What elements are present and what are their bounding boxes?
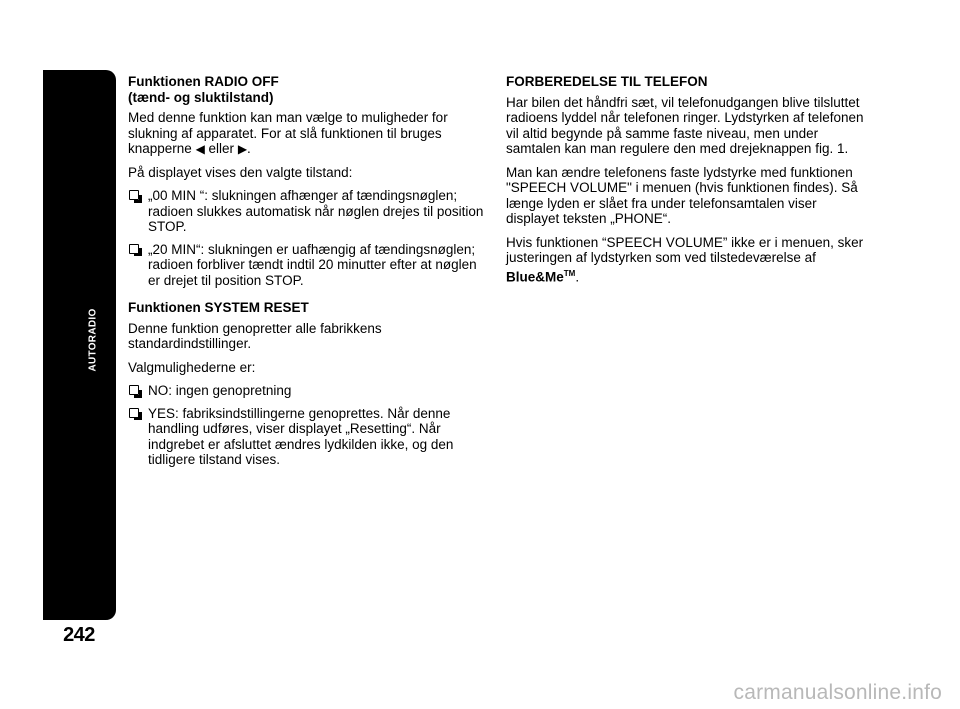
list-item: NO: ingen genopretning bbox=[128, 383, 484, 399]
paragraph: Man kan ændre telefonens faste lydstyrke med funktionen "SPEECH VOLUME" i menuen (hvis funktionen findes). Så længe lyden er slået fra under telefonsamtalen viser displayet teksten „PHONE“. bbox=[506, 164, 858, 226]
trademark: TM bbox=[563, 268, 576, 278]
telefon-heading: FORBEREDELSE TIL TELEFON bbox=[506, 74, 708, 89]
right-column bbox=[506, 74, 866, 293]
checkbox-bullet-icon bbox=[129, 385, 139, 395]
paragraph: Med denne funktion kan man vælge to muligheder for slukning af apparatet. For at slå funktionen til bruges knapperne ◀ eller ▶. bbox=[128, 110, 448, 156]
page-number: 242 bbox=[63, 624, 95, 646]
arrow-right-icon: ▶ bbox=[237, 142, 248, 156]
paragraph: På displayet vises den valgte tilstand: bbox=[128, 164, 353, 180]
list-item: „00 MIN “: slukningen afhænger af tændingsnøglen; radioen slukkes automatisk når nøglen drejes til position STOP. bbox=[128, 188, 484, 235]
brand-name: Blue&Me bbox=[506, 269, 564, 284]
section-label: AUTORADIO bbox=[87, 308, 99, 372]
watermark: carmanualsonline.info bbox=[733, 681, 942, 704]
checkbox-bullet-icon bbox=[129, 408, 139, 418]
paragraph: Valgmulighederne er: bbox=[128, 359, 256, 375]
radio-off-heading: Funktionen RADIO OFF bbox=[128, 74, 279, 89]
left-column bbox=[128, 74, 484, 475]
paragraph: Har bilen det håndfri sæt, vil telefonudgangen blive tilsluttet radioens lyddel når telefonen ringer. Lydstyrken af telefonen vil altid begynde på samme faste niveau, men under samtalen kan man regulere den med drejeknappen fig. 1. bbox=[506, 94, 864, 156]
system-reset-heading: Funktionen SYSTEM RESET bbox=[128, 300, 309, 315]
checkbox-bullet-icon bbox=[129, 190, 139, 200]
paragraph: Denne funktion genopretter alle fabrikkens standardindstillinger. bbox=[128, 320, 382, 351]
list-item: YES: fabriksindstillingerne genoprettes. Når denne handling udføres, viser displayet „Resetting“. Når indgrebet er afsluttet ændres lydkilden ikke, og den tidligere tilstand vises. bbox=[128, 406, 484, 468]
list-item: „20 MIN“: slukningen er uafhængig af tændingsnøglen; radioen forbliver tændt indtil 20 minutter efter at nøglen er drejet til position STOP. bbox=[128, 242, 484, 289]
paragraph: Hvis funktionen “SPEECH VOLUME” ikke er i menuen, sker justeringen af lydstyrken som ved tilstedeværelse af Blue&Me™. bbox=[506, 234, 864, 284]
radio-off-subheading: (tænd- og sluktilstand) bbox=[128, 89, 274, 105]
arrow-left-icon: ◀ bbox=[195, 142, 205, 156]
side-tab bbox=[43, 70, 116, 620]
checkbox-bullet-icon bbox=[129, 244, 139, 254]
